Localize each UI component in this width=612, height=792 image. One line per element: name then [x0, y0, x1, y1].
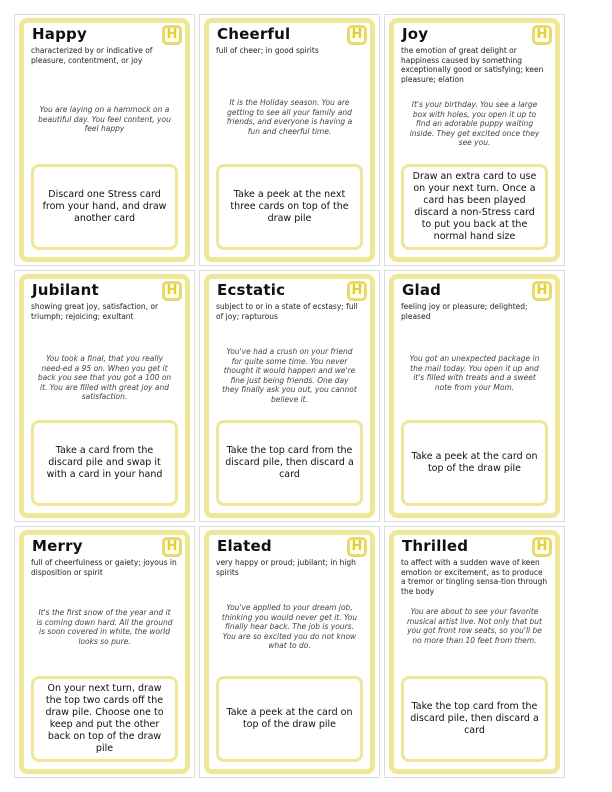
- h-badge-icon: H: [347, 25, 367, 45]
- h-badge-icon: H: [532, 537, 552, 557]
- emotion-card: [19, 18, 190, 262]
- card-scenario: You are laying on a hammock on a beautiful day. You feel content, you feel happy: [38, 105, 171, 133]
- card-cell: [14, 14, 195, 266]
- card-action-box: Take a card from the discard pile and swap it with a card in your hand: [31, 420, 178, 506]
- card-cell: [384, 270, 565, 522]
- card-title: Merry: [32, 537, 83, 555]
- card-title: Elated: [217, 537, 272, 555]
- card-definition: feeling joy or pleasure; delighted; pleased: [401, 302, 528, 321]
- card-definition: the emotion of great delight or happiness caused by something exceptionally good or satisfying; keen pleasure; elation: [401, 46, 544, 84]
- emotion-card: [389, 274, 560, 518]
- card-action-box: On your next turn, draw the top two cards off the draw pile. Choose one to keep and put the other back on top of the draw pile: [31, 676, 178, 762]
- card-definition: very happy or proud; jubilant; in high spirits: [216, 558, 356, 577]
- card-action-box: Take the top card from the discard pile, then discard a card: [216, 420, 363, 506]
- card-definition: characterized by or indicative of pleasure, contentment, or joy: [31, 46, 153, 65]
- card-scenario: It's the first snow of the year and it is coming down hard. All the ground is soon covered in white, the world looks so pure.: [36, 608, 173, 646]
- card-definition: full of cheerfulness or gaiety; joyous in disposition or spirit: [31, 558, 177, 577]
- card-cell: [199, 14, 380, 266]
- card-cell: [384, 526, 565, 778]
- h-badge-icon: H: [162, 281, 182, 301]
- emotion-card: [19, 530, 190, 774]
- card-title: Joy: [402, 25, 429, 43]
- card-definition: full of cheer; in good spirits: [216, 46, 319, 55]
- h-badge-icon: H: [532, 25, 552, 45]
- card-sheet: [14, 14, 565, 778]
- card-title: Happy: [32, 25, 87, 43]
- card-action-box: Draw an extra card to use on your next turn. Once a card has been played discard a non-Stress card to put you back at the normal hand size: [401, 164, 548, 250]
- card-cell: [199, 526, 380, 778]
- card-action-box: Discard one Stress card from your hand, and draw another card: [31, 164, 178, 250]
- emotion-card: [389, 530, 560, 774]
- card-scenario: You got an unexpected package in the mail today. You open it up and it's filled with treats and a sweet note from your Mom.: [409, 354, 540, 392]
- emotion-card: [204, 530, 375, 774]
- card-action-box: Take a peek at the card on top of the draw pile: [216, 676, 363, 762]
- card-scenario: You are about to see your favorite musical artist live. Not only that but you got front row seats, so you'll be no more than 10 feet from them.: [406, 607, 542, 645]
- emotion-card: [204, 274, 375, 518]
- h-badge-icon: H: [532, 281, 552, 301]
- card-title: Glad: [402, 281, 442, 299]
- card-cell: [14, 270, 195, 522]
- card-cell: [14, 526, 195, 778]
- card-cell: [384, 14, 565, 266]
- card-definition: to affect with a sudden wave of keen emotion or excitement, as to produce a tremor or tingling sensa-tion through the body: [401, 558, 548, 596]
- card-title: Cheerful: [217, 25, 291, 43]
- card-cell: [199, 270, 380, 522]
- card-action-box: Take a peek at the next three cards on top of the draw pile: [216, 164, 363, 250]
- h-badge-icon: H: [162, 25, 182, 45]
- emotion-card: [204, 18, 375, 262]
- card-definition: subject to or in a state of ecstasy; full of joy; rapturous: [216, 302, 358, 321]
- emotion-card: [389, 18, 560, 262]
- h-badge-icon: H: [347, 537, 367, 557]
- card-title: Ecstatic: [217, 281, 286, 299]
- emotion-card: [19, 274, 190, 518]
- card-definition: showing great joy, satisfaction, or triumph; rejoicing; exultant: [31, 302, 159, 321]
- card-scenario: It is the Holiday season. You are getting to see all your family and friends, and everyone is having a fun and cheerful time.: [226, 98, 353, 136]
- card-title: Thrilled: [402, 537, 469, 555]
- card-title: Jubilant: [32, 281, 99, 299]
- h-badge-icon: H: [347, 281, 367, 301]
- card-action-box: Take the top card from the discard pile, then discard a card: [401, 676, 548, 762]
- card-action-box: Take a peek at the card on top of the draw pile: [401, 420, 548, 506]
- card-scenario: You've applied to your dream job, thinking you would never get it. You finally hear back. The job is yours. You are so excited you do not know what to do.: [221, 603, 358, 650]
- h-badge-icon: H: [162, 537, 182, 557]
- card-scenario: You took a final, that you really need-ed a 95 on. When you get it back you see that you got a 100 on it. You are filled with great joy and satisfaction.: [37, 354, 172, 401]
- card-scenario: You've had a crush on your friend for quite some time. You never thought it would happen and we're fine just being friends. One day they finally ask you out, you cannot believe it.: [222, 347, 357, 404]
- card-scenario: It's your birthday. You see a large box with holes, you open it up to find an adorable puppy waiting inside. They get excited once they see you.: [409, 100, 540, 147]
